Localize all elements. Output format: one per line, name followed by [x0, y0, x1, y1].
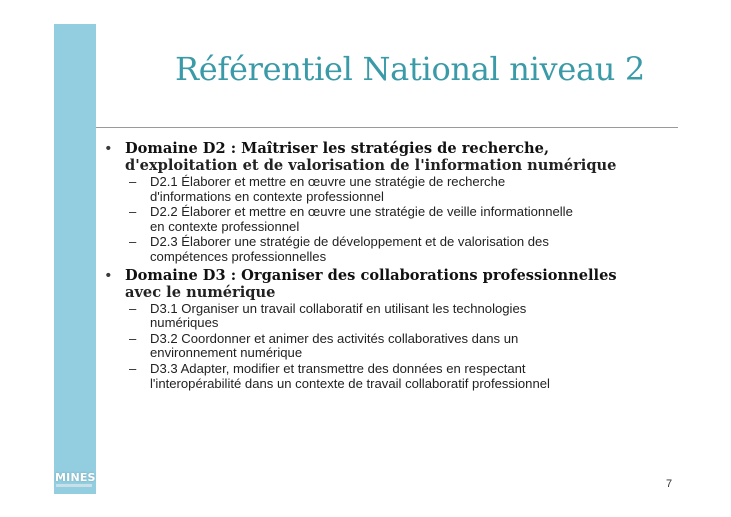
slide-content [104, 140, 684, 391]
item-d2-1-line2: d'informations en contexte professionnel [150, 188, 384, 204]
domain-d2-heading-line2: d'exploitation et de valorisation de l'information numérique [125, 157, 617, 174]
title-divider [96, 127, 678, 128]
item-d2-2-line2: en contexte professionnel [150, 218, 300, 234]
slide-title: Référentiel National niveau 2 [174, 50, 645, 88]
dash-icon: – [129, 360, 137, 376]
item-d2-2 [104, 205, 684, 234]
item-d3-1 [104, 302, 684, 331]
item-d3-3-line1: D3.3 Adapter, modifier et transmettre des données en respectant [150, 360, 526, 376]
item-d3-1-line1: D3.1 Organiser un travail collaboratif en utilisant les technologies [150, 300, 527, 316]
logo-text: MINES [55, 471, 96, 484]
item-d2-3 [104, 235, 684, 264]
item-d3-2-line2: environnement numérique [150, 345, 303, 361]
bullet-icon: • [104, 140, 113, 157]
sidebar-accent-bar [54, 24, 96, 494]
domain-d2-heading-line1: Domaine D2 : Maîtriser les stratégies de recherche, [125, 140, 550, 157]
dash-icon: – [129, 300, 137, 316]
dash-icon: – [129, 174, 137, 189]
item-d2-1-line1: D2.1 Élaborer et mettre en œuvre une stratégie de recherche [150, 174, 506, 189]
item-d2-3-line2: compétences professionnelles [150, 248, 327, 264]
item-d3-3-line2: l'interopérabilité dans un contexte de travail collaboratif professionnel [150, 375, 550, 391]
domain-d3 [104, 267, 684, 301]
domain-d2 [104, 140, 684, 174]
dash-icon: – [129, 330, 137, 346]
item-d3-3 [104, 362, 684, 391]
logo-tagline-bar [56, 484, 92, 487]
bullet-icon: • [104, 266, 113, 284]
item-d3-2-line1: D3.2 Coordonner et animer des activités collaboratives dans un [150, 330, 519, 346]
item-d3-1-line2: numériques [150, 315, 219, 331]
domain-d3-heading-line2: avec le numérique [125, 283, 276, 301]
page-number: 7 [666, 478, 673, 490]
item-d3-2 [104, 332, 684, 361]
domain-d3-heading-line1: Domaine D3 : Organiser des collaborations professionnelles [125, 266, 617, 284]
item-d2-2-line1: D2.2 Élaborer et mettre en œuvre une stratégie de veille informationnelle [150, 204, 573, 220]
item-d2-1 [104, 175, 684, 204]
mines-logo [54, 471, 96, 489]
dash-icon: – [129, 204, 137, 220]
item-d2-3-line1: D2.3 Élaborer une stratégie de développement et de valorisation des [150, 234, 549, 250]
dash-icon: – [129, 234, 137, 250]
